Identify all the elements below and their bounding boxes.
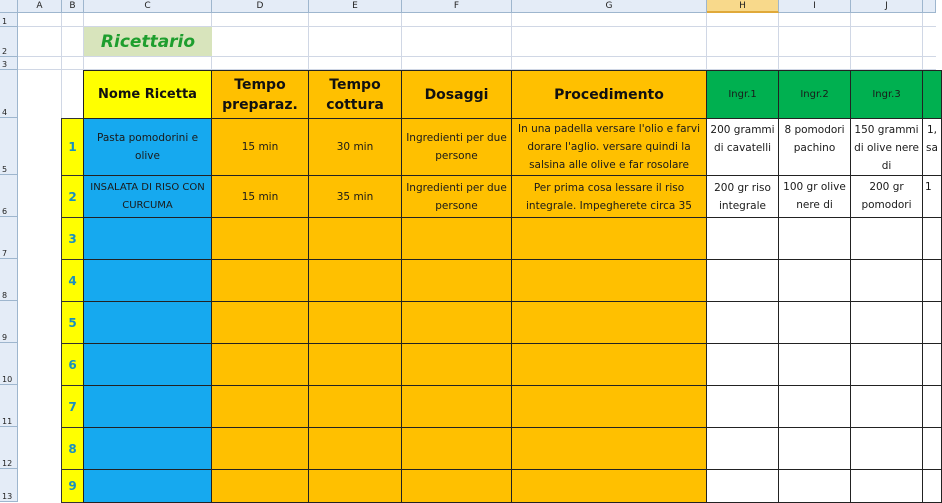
row-header-8[interactable]: 8 bbox=[0, 259, 18, 301]
recipe-procedure[interactable]: Per prima cosa lessare il riso integrale. Impegherete circa 35 bbox=[511, 175, 707, 218]
header-dosaggi[interactable]: Dosaggi bbox=[401, 70, 512, 119]
row-header-11[interactable]: 11 bbox=[0, 385, 18, 427]
recipe-ingredient-4[interactable] bbox=[922, 217, 942, 260]
row-header-12[interactable]: 12 bbox=[0, 427, 18, 469]
recipe-ingredient-4[interactable] bbox=[922, 301, 942, 344]
recipe-dosage[interactable] bbox=[401, 385, 512, 428]
recipe-ingredient-4[interactable] bbox=[922, 427, 942, 470]
recipe-ingredient-1[interactable] bbox=[706, 343, 779, 386]
recipe-ingredient-3[interactable] bbox=[850, 217, 923, 260]
gridline bbox=[778, 13, 779, 73]
recipe-name[interactable] bbox=[83, 301, 212, 344]
recipe-procedure[interactable] bbox=[511, 385, 707, 428]
recipe-procedure[interactable]: In una padella versare l'olio e farvi dorare l'aglio. versare quindi la salsina alle olive e far rosolare bbox=[511, 118, 707, 176]
row-header-13[interactable]: 13 bbox=[0, 469, 18, 502]
gridline bbox=[511, 13, 512, 73]
recipe-procedure[interactable] bbox=[511, 217, 707, 260]
recipe-procedure[interactable] bbox=[511, 469, 707, 503]
header-ingr-4[interactable] bbox=[922, 70, 942, 119]
recipe-ingredient-1[interactable] bbox=[706, 259, 779, 302]
gridline bbox=[18, 56, 936, 57]
recipe-prep-time[interactable] bbox=[211, 301, 309, 344]
recipe-prep-time[interactable]: 15 min bbox=[211, 175, 309, 218]
recipe-ingredient-2[interactable] bbox=[778, 259, 851, 302]
recipe-prep-time[interactable] bbox=[211, 217, 309, 260]
recipe-ingredient-1[interactable] bbox=[706, 301, 779, 344]
sheet-title[interactable]: Ricettario bbox=[84, 27, 212, 56]
recipe-dosage[interactable] bbox=[401, 343, 512, 386]
header-tempo-preparazione[interactable]: Tempo preparaz. bbox=[211, 70, 309, 119]
recipe-prep-time[interactable] bbox=[211, 259, 309, 302]
recipe-prep-time[interactable] bbox=[211, 427, 309, 470]
recipe-name[interactable] bbox=[83, 343, 212, 386]
gridline bbox=[922, 13, 923, 73]
column-header-k[interactable] bbox=[923, 0, 936, 13]
recipe-ingredient-4[interactable] bbox=[922, 469, 942, 503]
gridline bbox=[850, 13, 851, 73]
row-header-4[interactable]: 4 bbox=[0, 70, 18, 118]
recipe-cook-time[interactable] bbox=[308, 259, 402, 302]
recipe-ingredient-4[interactable]: 1 bbox=[922, 175, 942, 218]
recipe-ingredient-3[interactable] bbox=[850, 343, 923, 386]
column-header-h[interactable]: H bbox=[707, 0, 779, 13]
recipe-name[interactable]: Pasta pomodorini e olive bbox=[83, 118, 212, 176]
row-header-10[interactable]: 10 bbox=[0, 343, 18, 385]
recipe-ingredient-1[interactable] bbox=[706, 427, 779, 470]
recipe-procedure[interactable] bbox=[511, 259, 707, 302]
recipe-ingredient-2[interactable]: 100 gr olive nere di bbox=[778, 175, 851, 218]
select-all-corner[interactable] bbox=[0, 0, 18, 13]
recipe-ingredient-4[interactable] bbox=[922, 385, 942, 428]
recipe-dosage[interactable]: Ingredienti per due persone bbox=[401, 118, 512, 176]
column-header-a[interactable]: A bbox=[18, 0, 62, 13]
recipe-ingredient-1[interactable] bbox=[706, 469, 779, 503]
row-header-5[interactable]: 5 bbox=[0, 118, 18, 175]
recipe-ingredient-1[interactable]: 200 gr riso integrale bbox=[706, 175, 779, 218]
recipe-prep-time[interactable] bbox=[211, 469, 309, 503]
recipe-ingredient-2[interactable] bbox=[778, 469, 851, 503]
recipe-number[interactable]: 6 bbox=[61, 343, 84, 386]
column-header-f[interactable]: F bbox=[402, 0, 512, 13]
recipe-number[interactable]: 7 bbox=[61, 385, 84, 428]
recipe-number[interactable]: 8 bbox=[61, 427, 84, 470]
column-header-j[interactable]: J bbox=[851, 0, 923, 13]
gridline bbox=[706, 13, 707, 73]
recipe-ingredient-1[interactable]: 200 grammi di cavatelli bbox=[706, 118, 779, 176]
recipe-ingredient-4[interactable] bbox=[922, 259, 942, 302]
header-ingr-2[interactable]: Ingr.2 bbox=[778, 70, 851, 119]
recipe-ingredient-2[interactable] bbox=[778, 301, 851, 344]
recipe-ingredient-3[interactable] bbox=[850, 301, 923, 344]
recipe-ingredient-1[interactable] bbox=[706, 217, 779, 260]
header-ingr-1[interactable]: Ingr.1 bbox=[706, 70, 779, 119]
row-header-6[interactable]: 6 bbox=[0, 175, 18, 217]
recipe-cook-time[interactable] bbox=[308, 385, 402, 428]
recipe-prep-time[interactable]: 15 min bbox=[211, 118, 309, 176]
recipe-cook-time[interactable]: 35 min bbox=[308, 175, 402, 218]
row-header-7[interactable]: 7 bbox=[0, 217, 18, 259]
row-header-3[interactable]: 3 bbox=[0, 57, 18, 70]
header-procedimento[interactable]: Procedimento bbox=[511, 70, 707, 119]
recipe-name[interactable] bbox=[83, 385, 212, 428]
recipe-ingredient-3[interactable] bbox=[850, 427, 923, 470]
recipe-number[interactable]: 1 bbox=[61, 118, 84, 176]
recipe-ingredient-2[interactable] bbox=[778, 385, 851, 428]
recipe-cook-time[interactable] bbox=[308, 217, 402, 260]
header-tempo-cottura[interactable]: Tempo cottura bbox=[308, 70, 402, 119]
row-header-2[interactable]: 2 bbox=[0, 27, 18, 57]
recipe-number[interactable]: 9 bbox=[61, 469, 84, 503]
recipe-number[interactable]: 5 bbox=[61, 301, 84, 344]
recipe-ingredient-2[interactable] bbox=[778, 343, 851, 386]
recipe-dosage[interactable]: Ingredienti per due persone bbox=[401, 175, 512, 218]
recipe-procedure[interactable] bbox=[511, 301, 707, 344]
recipe-cook-time[interactable]: 30 min bbox=[308, 118, 402, 176]
recipe-ingredient-3[interactable] bbox=[850, 259, 923, 302]
recipe-dosage[interactable] bbox=[401, 301, 512, 344]
recipe-dosage[interactable] bbox=[401, 259, 512, 302]
recipe-number[interactable]: 2 bbox=[61, 175, 84, 218]
recipe-ingredient-3[interactable]: 200 gr pomodori bbox=[850, 175, 923, 218]
recipe-ingredient-2[interactable] bbox=[778, 217, 851, 260]
column-header-c[interactable]: C bbox=[84, 0, 212, 13]
recipe-prep-time[interactable] bbox=[211, 343, 309, 386]
recipe-name[interactable] bbox=[83, 427, 212, 470]
column-header-e[interactable]: E bbox=[309, 0, 402, 13]
row-header-9[interactable]: 9 bbox=[0, 301, 18, 343]
gridline bbox=[401, 13, 402, 73]
column-header-g[interactable]: G bbox=[512, 0, 707, 13]
recipe-dosage[interactable] bbox=[401, 217, 512, 260]
recipe-name[interactable]: INSALATA DI RISO CON CURCUMA bbox=[83, 175, 212, 218]
recipe-cook-time[interactable] bbox=[308, 301, 402, 344]
recipe-cook-time[interactable] bbox=[308, 343, 402, 386]
recipe-ingredient-3[interactable] bbox=[850, 385, 923, 428]
row-header-1[interactable]: 1 bbox=[0, 13, 18, 27]
recipe-ingredient-1[interactable] bbox=[706, 385, 779, 428]
recipe-ingredient-4[interactable]: 1, sa bbox=[922, 118, 942, 176]
recipe-cook-time[interactable] bbox=[308, 469, 402, 503]
column-header-i[interactable]: I bbox=[779, 0, 851, 13]
recipe-procedure[interactable] bbox=[511, 343, 707, 386]
recipe-name[interactable] bbox=[83, 259, 212, 302]
recipe-dosage[interactable] bbox=[401, 469, 512, 503]
column-header-d[interactable]: D bbox=[212, 0, 309, 13]
recipe-number[interactable]: 3 bbox=[61, 217, 84, 260]
gridline bbox=[308, 13, 309, 73]
recipe-ingredient-3[interactable]: 150 grammi di olive nere di bbox=[850, 118, 923, 176]
recipe-name[interactable] bbox=[83, 217, 212, 260]
recipe-name[interactable] bbox=[83, 469, 212, 503]
recipe-prep-time[interactable] bbox=[211, 385, 309, 428]
header-nome-ricetta[interactable]: Nome Ricetta bbox=[83, 70, 212, 119]
recipe-ingredient-3[interactable] bbox=[850, 469, 923, 503]
recipe-dosage[interactable] bbox=[401, 427, 512, 470]
recipe-ingredient-2[interactable] bbox=[778, 427, 851, 470]
header-ingr-3[interactable]: Ingr.3 bbox=[850, 70, 923, 119]
column-header-b[interactable]: B bbox=[62, 0, 84, 13]
recipe-cook-time[interactable] bbox=[308, 427, 402, 470]
recipe-ingredient-2[interactable]: 8 pomodori pachino bbox=[778, 118, 851, 176]
recipe-procedure[interactable] bbox=[511, 427, 707, 470]
recipe-number[interactable]: 4 bbox=[61, 259, 84, 302]
recipe-ingredient-4[interactable] bbox=[922, 343, 942, 386]
